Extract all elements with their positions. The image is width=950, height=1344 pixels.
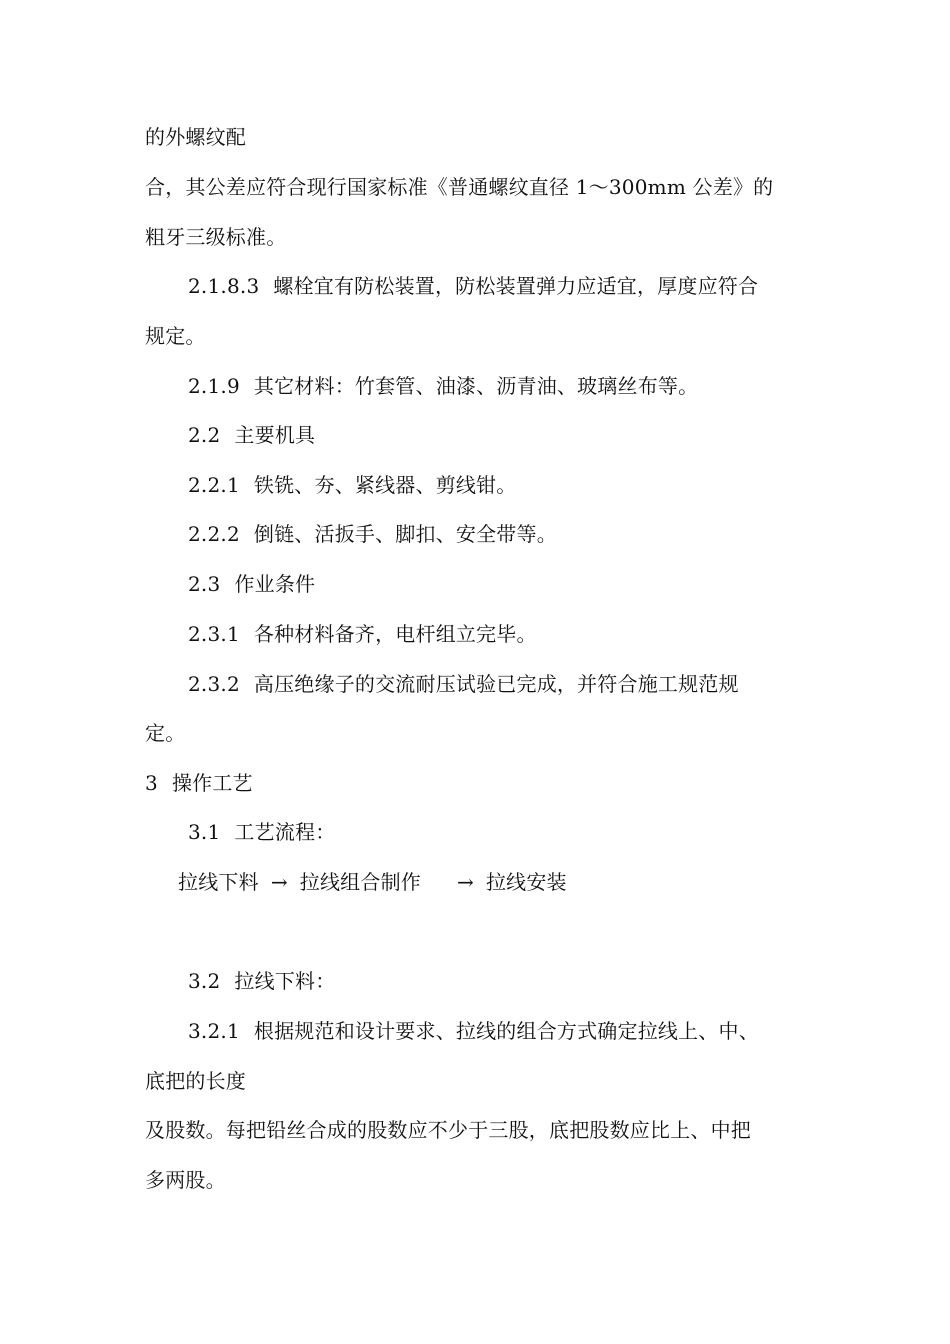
- section-heading: 拉线下料：: [234, 969, 336, 993]
- para-line: 粗牙三级标准。: [145, 225, 287, 249]
- section-text: 其它材料：竹套管、油漆、沥青油、玻璃丝布等。: [253, 374, 699, 398]
- para-line: 及股数。每把铅丝合成的股数应不少于三股，底把股数应比上、中把: [145, 1118, 751, 1142]
- section-number: 2.2.1: [188, 473, 240, 497]
- section-number: 3: [145, 771, 158, 795]
- section-text: 螺栓宜有防松装置，防松装置弹力应适宜，厚度应符合: [273, 274, 759, 298]
- section-text: 各种材料备齐，电杆组立完毕。: [253, 622, 537, 646]
- section-2-3-2: [188, 671, 739, 697]
- section-2-2-2: [188, 521, 557, 547]
- flow-step-assembly: 拉线组合制作: [299, 870, 421, 894]
- section-text: 倒链、活扳手、脚扣、安全带等。: [253, 522, 557, 546]
- section-heading: 主要机具: [234, 423, 316, 447]
- para-line: 的外螺纹配: [145, 125, 246, 149]
- section-heading: 操作工艺: [171, 771, 253, 795]
- arrow-right-icon: →: [270, 870, 288, 894]
- section-2-2: [188, 422, 315, 448]
- flow-step-cutting: 拉线下料: [178, 870, 259, 894]
- section-number: 3.1: [188, 820, 221, 844]
- section-text: 高压绝缘子的交流耐压试验已完成，并符合施工规范规: [253, 672, 739, 696]
- section-2-2-1: [188, 472, 517, 498]
- para-line: 多两股。: [145, 1168, 226, 1192]
- section-2-3-1: [188, 621, 537, 647]
- para-line: 规定。: [145, 324, 206, 348]
- section-number: 3.2.1: [188, 1019, 240, 1043]
- para-line: 定。: [145, 721, 186, 745]
- section-2-1-8-3: [188, 273, 758, 299]
- para-line: 合，其公差应符合现行国家标准《普通螺纹直径 1～300mm 公差》的: [145, 175, 774, 199]
- section-number: 2.1.8.3: [188, 274, 260, 298]
- section-number: 2.3.2: [188, 672, 240, 696]
- section-number: 2.1.9: [188, 374, 240, 398]
- section-3: [145, 770, 253, 796]
- section-number: 2.2.2: [188, 522, 240, 546]
- arrow-right-icon: →: [456, 870, 474, 894]
- section-heading: 工艺流程：: [234, 820, 336, 844]
- section-text: 铁铣、夯、紧线器、剪线钳。: [253, 473, 517, 497]
- section-text: 根据规范和设计要求、拉线的组合方式确定拉线上、中、: [253, 1019, 759, 1043]
- flow-step-install: 拉线安装: [485, 870, 567, 894]
- process-flow: [178, 869, 567, 895]
- section-2-3: [188, 571, 315, 597]
- section-3-2-1: [188, 1018, 759, 1044]
- section-heading: 作业条件: [234, 572, 316, 596]
- section-3-2: [188, 968, 335, 994]
- section-number: 2.2: [188, 423, 221, 447]
- section-number: 3.2: [188, 969, 221, 993]
- section-number: 2.3: [188, 572, 221, 596]
- para-line: 底把的长度: [145, 1069, 246, 1093]
- section-3-1: [188, 819, 335, 845]
- section-number: 2.3.1: [188, 622, 240, 646]
- section-2-1-9: [188, 373, 698, 399]
